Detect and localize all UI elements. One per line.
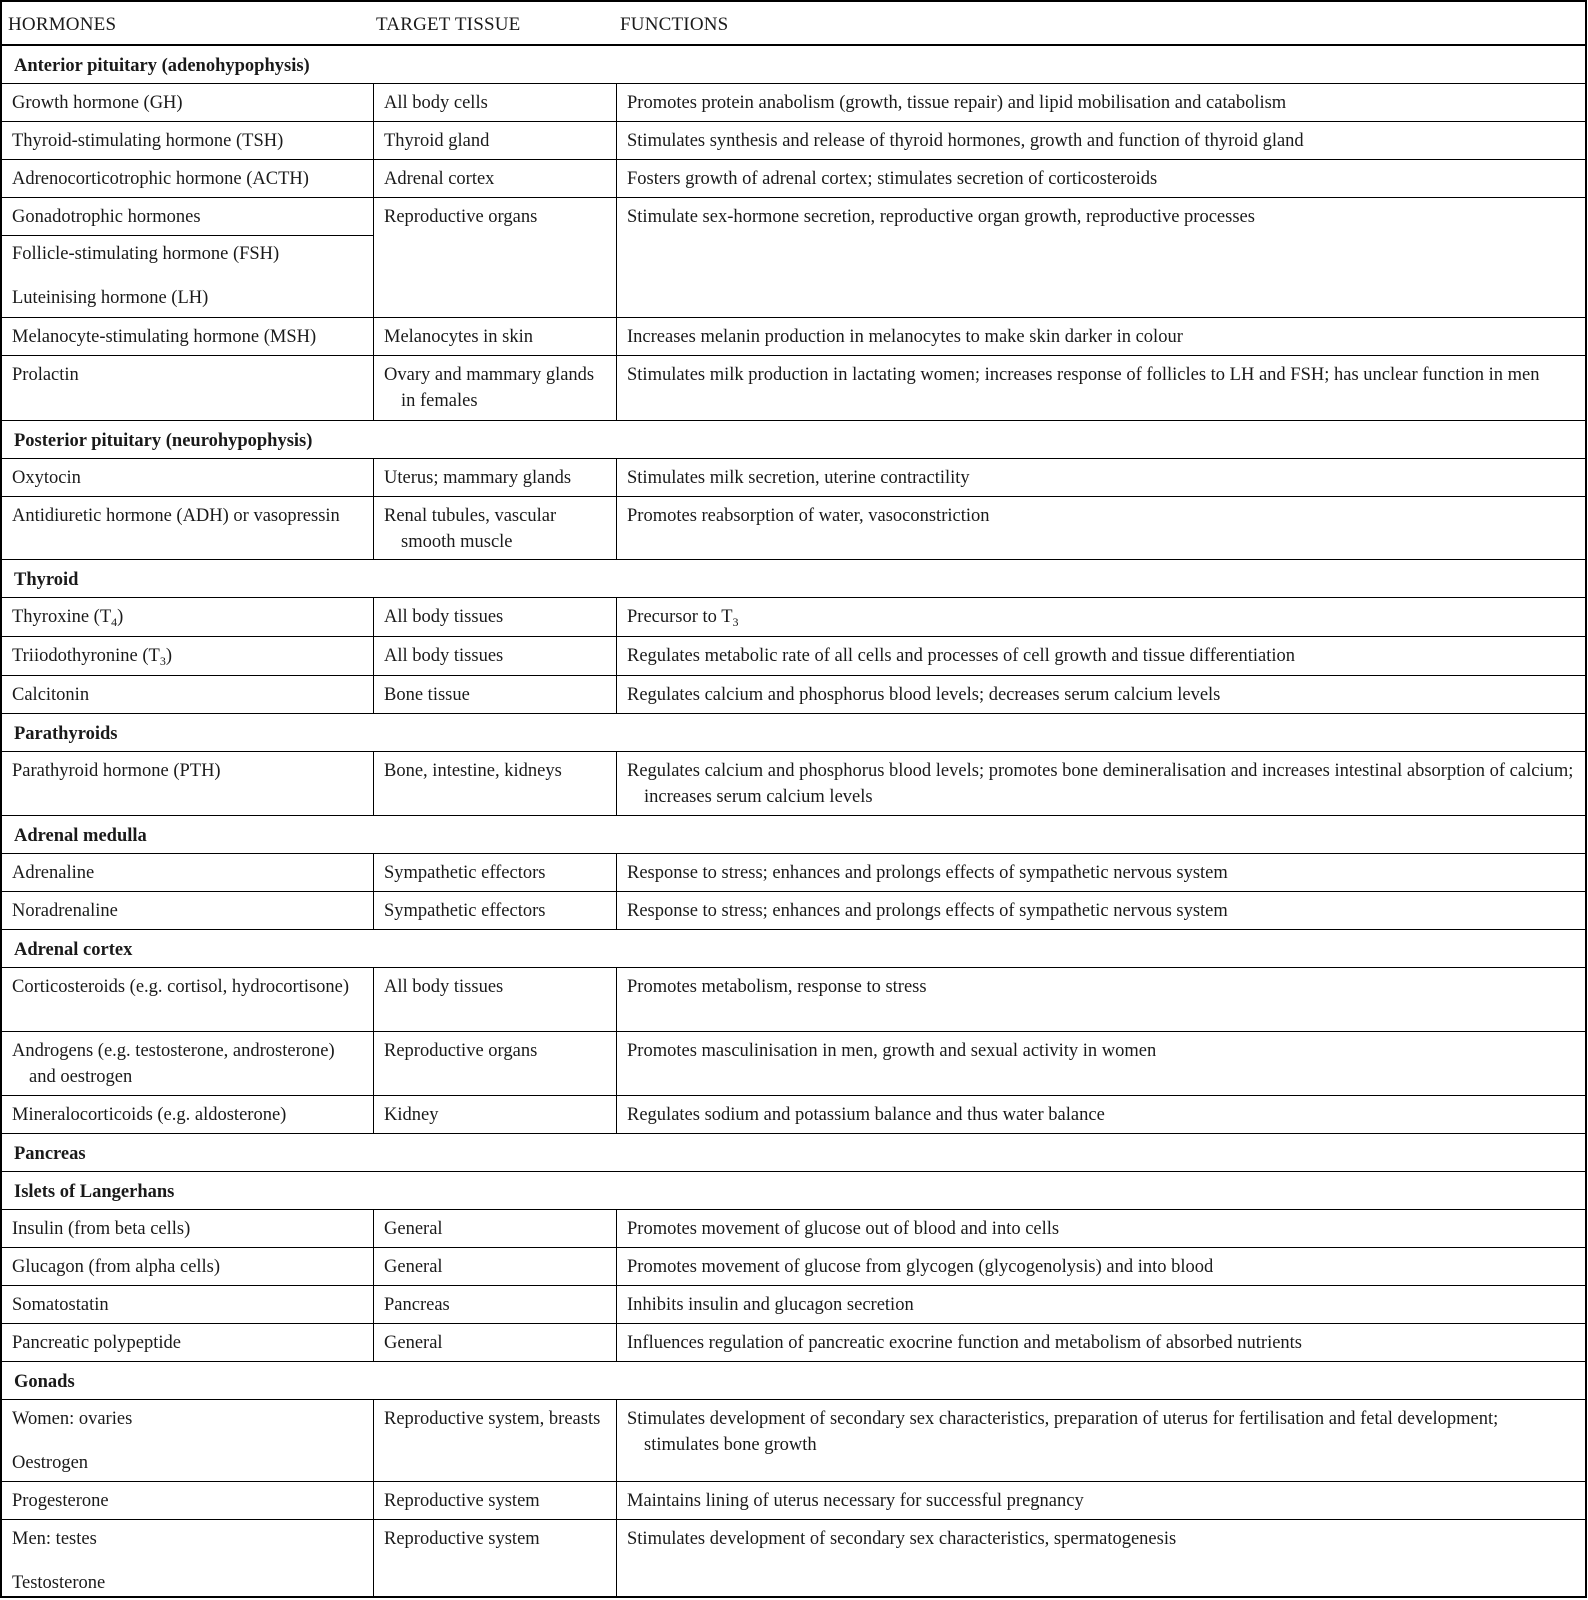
section-row xyxy=(2,930,1585,968)
target-cell: Sympathetic effectors xyxy=(374,892,617,929)
section-title: Pancreas xyxy=(14,1144,86,1164)
function-cell: Response to stress; enhances and prolongs effects of sympathetic nervous system xyxy=(627,901,1228,921)
hormone-cell xyxy=(2,1520,374,1598)
hormone-oestrogen: Oestrogen xyxy=(12,1453,89,1473)
table-row xyxy=(2,497,1585,560)
section-row xyxy=(2,1134,1585,1172)
table-row xyxy=(2,356,1585,421)
section-title: Islets of Langerhans xyxy=(14,1182,175,1202)
hormone-testosterone: Testosterone xyxy=(12,1573,106,1593)
section-title: Thyroid xyxy=(14,570,79,590)
target-cell: Kidney xyxy=(374,1096,617,1133)
target-cell: Bone tissue xyxy=(374,676,617,713)
section-row xyxy=(2,46,1585,84)
table-row xyxy=(2,198,1585,318)
hormone-lh: Luteinising hormone (LH) xyxy=(12,288,209,308)
function-cell: Stimulates milk secretion, uterine contractility xyxy=(627,468,970,488)
hormone-group-label: Men: testes xyxy=(12,1529,97,1549)
table-row xyxy=(2,160,1585,198)
function-cell: Fosters growth of adrenal cortex; stimulates secretion of corticosteroids xyxy=(627,169,1158,189)
section-title: Adrenal cortex xyxy=(14,940,133,960)
target-cell: Sympathetic effectors xyxy=(374,854,617,891)
target-cell: All body tissues xyxy=(374,968,617,1031)
hormone-cell: Thyroid-stimulating hormone (TSH) xyxy=(2,122,374,159)
table-row xyxy=(2,598,1585,637)
hormone-cell: Oxytocin xyxy=(2,459,374,496)
hormone-fsh: Follicle-stimulating hormone (FSH) xyxy=(12,244,280,264)
hormone-cell: Prolactin xyxy=(2,356,374,420)
function-cell: Promotes metabolism, response to stress xyxy=(627,977,927,997)
table-row xyxy=(2,1210,1585,1248)
hormone-cell: Pancreatic polypeptide xyxy=(2,1324,374,1361)
hormone-cell xyxy=(2,1400,374,1481)
table-row xyxy=(2,1032,1585,1096)
section-row xyxy=(2,1362,1585,1400)
hormone-text: Thyroxine (T xyxy=(12,607,112,627)
table-row xyxy=(2,122,1585,160)
table-row xyxy=(2,968,1585,1032)
hormone-cell: Growth hormone (GH) xyxy=(2,84,374,121)
hormone-cell: Somatostatin xyxy=(2,1286,374,1323)
function-cell: Regulates sodium and potassium balance and thus water balance xyxy=(627,1105,1105,1125)
section-row xyxy=(2,1172,1585,1210)
table-row xyxy=(2,892,1585,930)
function-cell: Increases melanin production in melanocytes to make skin darker in colour xyxy=(627,327,1183,347)
hormone-cell: Mineralocorticoids (e.g. aldosterone) xyxy=(2,1096,374,1133)
table-row xyxy=(2,854,1585,892)
target-cell: Pancreas xyxy=(374,1286,617,1323)
function-cell xyxy=(617,598,1585,636)
target-cell: Reproductive system xyxy=(374,1520,617,1598)
function-cell: Promotes movement of glucose from glycogen (glycogenolysis) and into blood xyxy=(627,1257,1214,1277)
hormone-cell: Parathyroid hormone (PTH) xyxy=(2,752,374,815)
table-row xyxy=(2,459,1585,497)
hormone-cell: Glucagon (from alpha cells) xyxy=(2,1248,374,1285)
hormone-cell: Noradrenaline xyxy=(2,892,374,929)
hormone-cell: Corticosteroids (e.g. cortisol, hydrocortisone) xyxy=(2,968,374,1031)
table-row xyxy=(2,752,1585,816)
header-hormones: HORMONES xyxy=(8,14,117,35)
table-row xyxy=(2,676,1585,714)
target-cell: Reproductive system xyxy=(374,1482,617,1519)
hormone-cell: Insulin (from beta cells) xyxy=(2,1210,374,1247)
function-cell: Influences regulation of pancreatic exocrine function and metabolism of absorbed nutrients xyxy=(627,1333,1303,1353)
hormone-cell xyxy=(2,198,374,317)
section-row xyxy=(2,421,1585,459)
header-functions: FUNCTIONS xyxy=(620,14,729,35)
table-row xyxy=(2,1400,1585,1482)
function-cell: Inhibits insulin and glucagon secretion xyxy=(627,1295,914,1315)
hormone-cell xyxy=(2,598,374,636)
target-cell: General xyxy=(374,1324,617,1361)
hormone-cell: Melanocyte-stimulating hormone (MSH) xyxy=(2,318,374,355)
function-cell: Maintains lining of uterus necessary for successful pregnancy xyxy=(627,1491,1084,1511)
target-cell: All body cells xyxy=(374,84,617,121)
hormone-text: Triiodothyronine (T xyxy=(12,646,160,666)
hormone-cell: Adrenocorticotrophic hormone (ACTH) xyxy=(2,160,374,197)
function-cell: Response to stress; enhances and prolongs effects of sympathetic nervous system xyxy=(627,863,1228,883)
function-cell: Promotes reabsorption of water, vasoconstriction xyxy=(627,506,990,526)
table-row xyxy=(2,1482,1585,1520)
subscript: 3 xyxy=(159,654,166,668)
function-cell: Promotes movement of glucose out of blood and into cells xyxy=(627,1219,1060,1239)
function-text: Precursor to T xyxy=(627,607,733,627)
hormone-cell: Antidiuretic hormone (ADH) or vasopressin xyxy=(2,497,374,559)
header-target-tissue: TARGET TISSUE xyxy=(376,14,521,35)
hormone-text-end: ) xyxy=(117,607,124,627)
table-row xyxy=(2,318,1585,356)
function-cell: Regulates calcium and phosphorus blood levels; promotes bone demineralisation and increases intestinal absorption of calcium; increases serum calcium levels xyxy=(627,761,1574,807)
hormone-cell: Adrenaline xyxy=(2,854,374,891)
section-title: Anterior pituitary (adenohypophysis) xyxy=(14,56,310,76)
subscript: 4 xyxy=(111,615,118,629)
function-cell: Stimulates milk production in lactating women; increases response of follicles to LH and FSH; has unclear function in men xyxy=(627,365,1540,385)
section-title: Parathyroids xyxy=(14,724,118,744)
table-row xyxy=(2,84,1585,122)
hormone-group-label: Gonadotrophic hormones xyxy=(12,207,201,227)
function-cell: Stimulates development of secondary sex characteristics, preparation of uterus for fertilisation and fetal development; stimulates bone growth xyxy=(627,1409,1499,1455)
function-cell: Stimulates synthesis and release of thyroid hormones, growth and function of thyroid gland xyxy=(627,131,1304,151)
section-row xyxy=(2,560,1585,598)
target-cell: Reproductive system, breasts xyxy=(374,1400,617,1481)
cell-divider xyxy=(2,235,374,236)
table-row xyxy=(2,1520,1585,1598)
target-cell: Reproductive organs xyxy=(374,198,617,317)
target-cell: Melanocytes in skin xyxy=(374,318,617,355)
section-title: Posterior pituitary (neurohypophysis) xyxy=(14,431,313,451)
subscript: 3 xyxy=(732,615,739,629)
hormone-cell: Progesterone xyxy=(2,1482,374,1519)
table-row xyxy=(2,637,1585,676)
table-header xyxy=(2,2,1585,46)
hormone-cell: Calcitonin xyxy=(2,676,374,713)
target-cell: All body tissues xyxy=(374,598,617,636)
target-cell: Adrenal cortex xyxy=(374,160,617,197)
hormone-cell: Androgens (e.g. testosterone, androsterone) and oestrogen xyxy=(2,1032,374,1095)
function-cell: Promotes protein anabolism (growth, tissue repair) and lipid mobilisation and catabolism xyxy=(627,93,1287,113)
target-cell: General xyxy=(374,1210,617,1247)
target-cell: Uterus; mammary glands xyxy=(374,459,617,496)
function-cell: Stimulates development of secondary sex characteristics, spermatogenesis xyxy=(627,1529,1177,1549)
target-cell: Reproductive organs xyxy=(374,1032,617,1095)
function-cell: Promotes masculinisation in men, growth and sexual activity in women xyxy=(627,1041,1157,1061)
hormone-text-end: ) xyxy=(165,646,173,666)
section-row xyxy=(2,714,1585,752)
section-title: Adrenal medulla xyxy=(14,826,147,846)
target-cell: All body tissues xyxy=(374,637,617,675)
table-row xyxy=(2,1248,1585,1286)
function-cell: Regulates metabolic rate of all cells and processes of cell growth and tissue differentiation xyxy=(627,646,1296,666)
section-row xyxy=(2,816,1585,854)
target-cell: General xyxy=(374,1248,617,1285)
section-title: Gonads xyxy=(14,1372,75,1392)
target-cell: Ovary and mammary glands in females xyxy=(374,356,617,420)
hormone-group-label: Women: ovaries xyxy=(12,1409,133,1429)
table-row xyxy=(2,1096,1585,1134)
table-row xyxy=(2,1324,1585,1362)
hormone-cell xyxy=(2,637,374,675)
target-cell: Bone, intestine, kidneys xyxy=(374,752,617,815)
target-cell: Thyroid gland xyxy=(374,122,617,159)
table-row xyxy=(2,1286,1585,1324)
function-cell: Stimulate sex-hormone secretion, reproductive organ growth, reproductive processes xyxy=(627,207,1255,227)
function-cell: Regulates calcium and phosphorus blood levels; decreases serum calcium levels xyxy=(627,685,1221,705)
target-cell: Renal tubules, vascular smooth muscle xyxy=(374,497,617,559)
